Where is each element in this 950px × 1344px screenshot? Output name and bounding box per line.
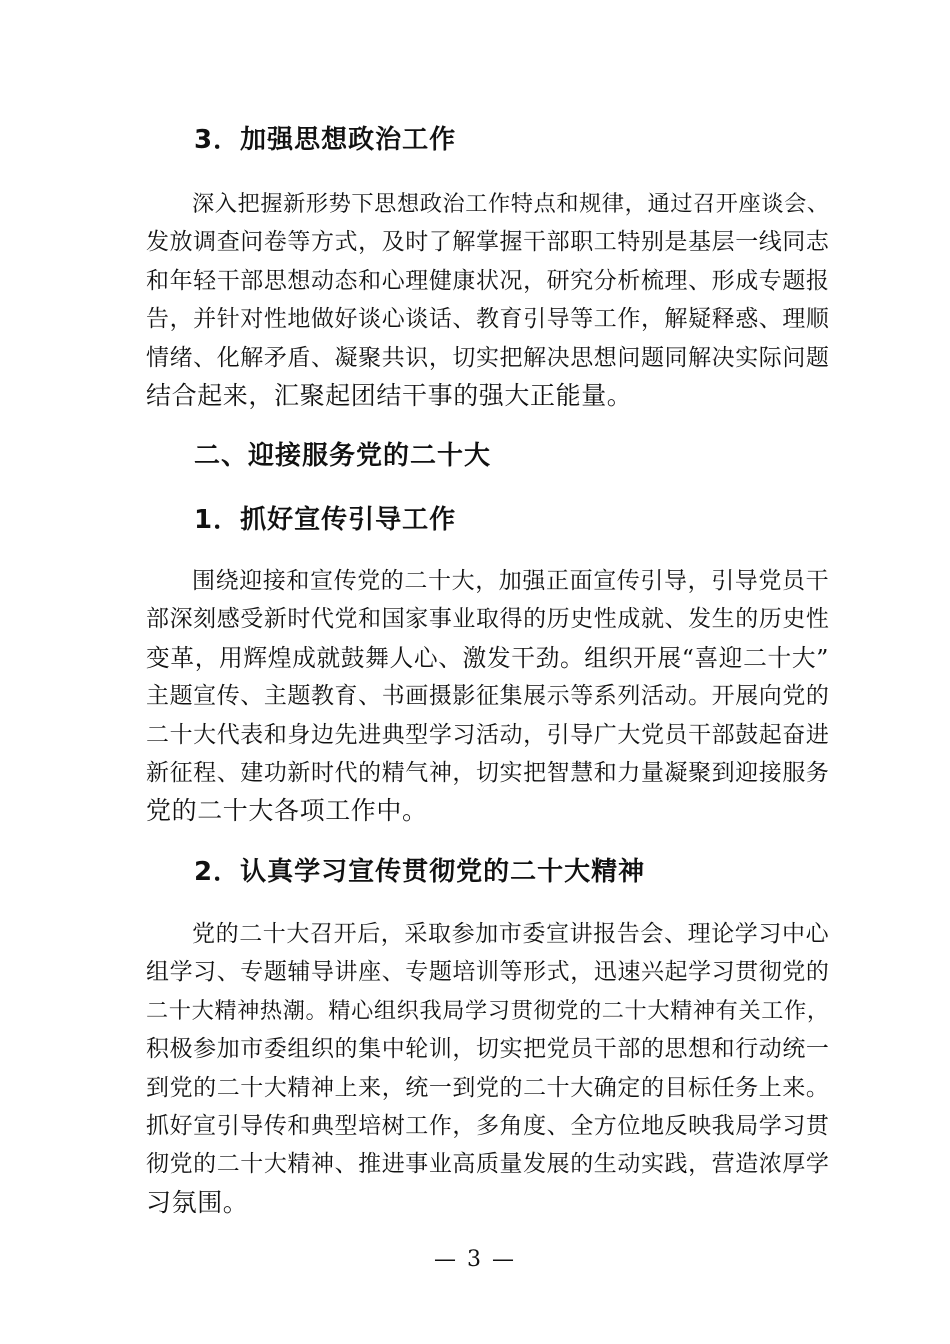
paragraph-line: 变革，用辉煌成就鼓舞人心、激发干劲。组织开展“喜迎二十大” — [146, 643, 829, 672]
paragraph-study-spirit — [146, 915, 828, 1222]
paragraph-line: 二十大代表和身边先进典型学习活动，引导广大党员干部鼓起奋进 — [146, 721, 830, 748]
paragraph-line: 二十大精神热潮。精心组织我局学习贯彻党的二十大精神有关工作， — [146, 997, 830, 1024]
paragraph-line: 部深刻感受新时代党和国家事业取得的历史性成就、发生的历史性 — [146, 606, 830, 633]
paragraph-line: 党的二十大各项工作中。 — [146, 796, 428, 826]
paragraph-line: 结合起来，汇聚起团结干事的强大正能量。 — [146, 380, 633, 410]
paragraph-line: 告，并针对性地做好谈心谈话、教育引导等工作，解疑释惑、理顺 — [146, 306, 830, 333]
section-heading-3: 3．加强思想政治工作 — [194, 125, 457, 155]
paragraph-line: 围绕迎接和宣传党的二十大，加强正面宣传引导，引导党员干 — [192, 568, 830, 594]
paragraph-ideological-work — [146, 185, 828, 415]
page-number: — 3 — — [434, 1247, 516, 1272]
paragraph-line: 彻党的二十大精神、推进事业高质量发展的生动实践，营造浓厚学 — [146, 1151, 830, 1178]
paragraph-line: 发放调查问卷等方式，及时了解掌握干部职工特别是基层一线同志 — [146, 229, 830, 256]
paragraph-line: 和年轻干部思想动态和心理健康状况，研究分析梳理、形成专题报 — [146, 267, 830, 294]
paragraph-publicity-guidance — [146, 562, 828, 831]
section-heading-2: 2．认真学习宣传贯彻党的二十大精神 — [194, 857, 646, 887]
paragraph-line: 抓好宣引导传和典型培树工作，多角度、全方位地反映我局学习贯 — [146, 1112, 830, 1139]
section-heading-1: 1．抓好宣传引导工作 — [194, 505, 457, 535]
paragraph-line: 组学习、专题辅导讲座、专题培训等形式，迅速兴起学习贯彻党的 — [146, 959, 830, 986]
paragraph-line: 新征程、建功新时代的精气神，切实把智慧和力量凝聚到迎接服务 — [146, 759, 830, 786]
paragraph-line: 主题宣传、主题教育、书画摄影征集展示等系列活动。开展向党的 — [146, 683, 830, 710]
paragraph-line: 积极参加市委组织的集中轮训，切实把党员干部的思想和行动统一 — [146, 1036, 830, 1063]
paragraph-line: 党的二十大召开后，采取参加市委宣讲报告会、理论学习中心 — [192, 921, 830, 947]
paragraph-line: 习氛围。 — [146, 1187, 249, 1217]
paragraph-line: 情绪、化解矛盾、凝聚共识，切实把解决思想问题同解决实际问题 — [146, 344, 830, 371]
paragraph-line: 到党的二十大精神上来，统一到党的二十大确定的目标任务上来。 — [146, 1074, 830, 1101]
paragraph-line: 深入把握新形势下思想政治工作特点和规律，通过召开座谈会、 — [192, 191, 830, 217]
part-heading-2: 二、迎接服务党的二十大 — [194, 441, 492, 471]
